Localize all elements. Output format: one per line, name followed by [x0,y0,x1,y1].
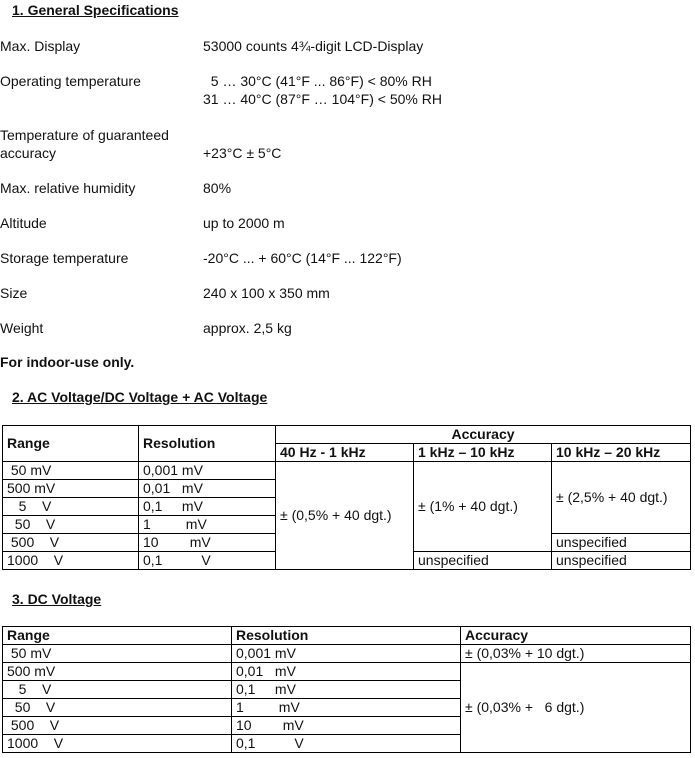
spec-label-altitude: Altitude [0,215,47,231]
spec-value-operating-temperature: 5 … 30°C (41°F ... 86°F) < 80% RH 31 … 40°C (87°F … 104°F) < 50% RH [203,73,442,107]
column-header-range: Range [3,627,232,645]
accuracy-cell: ± (0,03% + 6 dgt.) [461,663,691,753]
section-2-heading: 2. AC Voltage/DC Voltage + AC Voltage [12,389,268,405]
accuracy-cell: ± (0,03% + 10 dgt.) [461,645,691,663]
table-row [3,462,691,480]
accuracy-band-3-unspecified: unspecified [552,552,691,570]
resolution-cell: 0,001 mV [139,462,276,480]
spec-label-storage-temperature: Storage temperature [0,250,129,266]
range-cell: 1000 V [3,552,139,570]
spec-value-max-display: 53000 counts 4¾-digit LCD-Display [203,38,424,54]
resolution-cell: 0,1 V [139,552,276,570]
table-row [3,645,691,663]
band-header-3: 10 kHz – 20 kHz [552,444,691,462]
spec-value-weight: approx. 2,5 kg [203,320,292,336]
spec-label-weight: Weight [0,320,44,336]
resolution-cell: 0,01 mV [139,480,276,498]
spec-value-guaranteed-accuracy: +23°C ± 5°C [203,145,282,161]
dc-voltage-table [2,626,691,753]
resolution-cell: 0,1 mV [139,498,276,516]
range-cell: 500 mV [3,663,232,681]
spec-label-humidity: Max. relative humidity [0,180,136,196]
table-header-row [3,426,691,444]
range-cell: 50 mV [3,462,139,480]
column-header-accuracy: Accuracy [276,426,691,444]
spec-value-humidity: 80% [203,180,232,196]
resolution-cell: 10 mV [232,717,461,735]
table-header-row [3,627,691,645]
range-cell: 5 V [3,498,139,516]
spec-value-storage-temperature: -20°C ... + 60°C (14°F ... 122°F) [203,250,402,266]
resolution-cell: 1 mV [139,516,276,534]
accuracy-band-1-cell: ± (0,5% + 40 dgt.) [276,462,414,570]
resolution-cell: 1 mV [232,699,461,717]
spec-value-altitude: up to 2000 m [203,215,285,231]
table-row [3,663,691,681]
range-cell: 50 V [3,699,232,717]
range-cell: 500 V [3,534,139,552]
section-1-heading: 1. General Specifications [12,2,179,18]
accuracy-band-3-unspecified: unspecified [552,534,691,552]
spec-label-max-display: Max. Display [0,38,81,54]
column-header-accuracy: Accuracy [461,627,691,645]
range-cell: 500 mV [3,480,139,498]
column-header-resolution: Resolution [232,627,461,645]
resolution-cell: 0,1 V [232,735,461,753]
accuracy-band-3-cell: ± (2,5% + 40 dgt.) [552,462,691,534]
spec-value-size: 240 x 100 x 350 mm [203,285,330,301]
indoor-use-note: For indoor-use only. [0,354,135,370]
resolution-cell: 10 mV [139,534,276,552]
range-cell: 1000 V [3,735,232,753]
spec-label-size: Size [0,285,28,301]
resolution-cell: 0,01 mV [232,663,461,681]
resolution-cell: 0,1 mV [232,681,461,699]
column-header-resolution: Resolution [139,426,276,462]
range-cell: 50 mV [3,645,232,663]
accuracy-band-2-cell: ± (1% + 40 dgt.) [414,462,552,552]
ac-voltage-table [2,425,691,570]
range-cell: 5 V [3,681,232,699]
spec-label-operating-temperature: Operating temperature [0,73,141,89]
resolution-cell: 0,001 mV [232,645,461,663]
range-cell: 50 V [3,516,139,534]
range-cell: 500 V [3,717,232,735]
spec-label-guaranteed-accuracy: Temperature of guaranteed accuracy [0,127,169,161]
band-header-1: 40 Hz - 1 kHz [276,444,414,462]
accuracy-band-2-unspecified: unspecified [414,552,552,570]
column-header-range: Range [3,426,139,462]
band-header-2: 1 kHz – 10 kHz [414,444,552,462]
section-3-heading: 3. DC Voltage [12,591,102,607]
